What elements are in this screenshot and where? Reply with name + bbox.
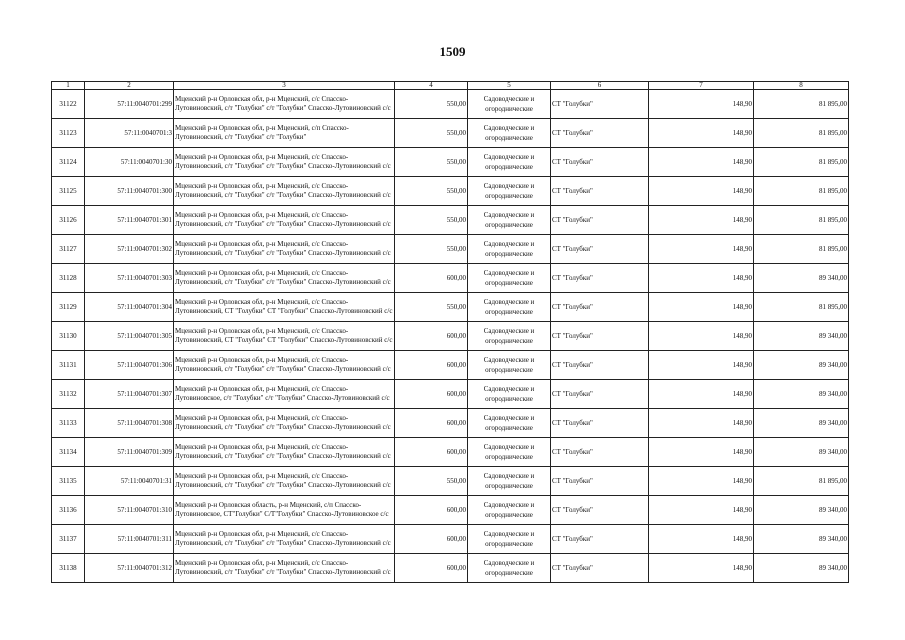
cadastral-value-cell: 89 340,00 [754, 322, 849, 351]
address-cell: Мценский р-н Орловская обл, р-н Мценский, с/с Спасско-Лутовиновский, с/т "Голубки" с/т "Голубки" Спасско-Лутовиновский с/с [174, 467, 395, 496]
cadastral-value-cell: 81 895,00 [754, 206, 849, 235]
address-cell: Мценский р-н Орловская обл, р-н Мценский, с/с Спасско-Лутовиновский, с/т "Голубки" с/т "Голубки" Спасско-Лутовиновский с/с [174, 525, 395, 554]
area-cell: 550,00 [395, 235, 468, 264]
land-use-cell: Садоводческие и огороднические [468, 525, 551, 554]
rate-cell: 148,90 [649, 177, 754, 206]
table-row [52, 438, 849, 467]
address-cell: Мценский р-н Орловская обл, р-н Мценский, с/с Спасско-Лутовиновский, с/т "Голубки" с/т "Голубки" Спасско-Лутовиновский с/с [174, 409, 395, 438]
owner-cell: СТ "Голубки" [551, 177, 649, 206]
area-cell: 600,00 [395, 438, 468, 467]
land-use-cell: Садоводческие и огороднические [468, 206, 551, 235]
owner-cell: СТ "Голубки" [551, 119, 649, 148]
page-number: 1509 [439, 44, 466, 59]
address-cell: Мценский р-н Орловская обл, р-н Мценский, с/с Спасско-Лутовиновское, с/т "Голубки" с/т "Голубки" Спасско-Лутовиновский с/с [174, 380, 395, 409]
cadastral-number-cell: 57:11:0040701:30 [85, 148, 174, 177]
cadastral-value-cell: 81 895,00 [754, 177, 849, 206]
table-body [52, 82, 849, 583]
table-row [52, 206, 849, 235]
cadastral-number-cell: 57:11:0040701:311 [85, 525, 174, 554]
column-number-row [52, 82, 849, 90]
address-cell: Мценский р-н Орловская обл, р-н Мценский, с/с Спасско-Лутовиновский, с/т "Голубки" с/т "Голубки" Спасско-Лутовиновский с/с [174, 235, 395, 264]
cadastral-number-cell: 57:11:0040701:309 [85, 438, 174, 467]
cadastral-number-cell: 57:11:0040701:306 [85, 351, 174, 380]
row-number-cell: 31125 [52, 177, 85, 206]
land-registry-table [51, 81, 849, 583]
land-use-cell: Садоводческие и огороднические [468, 264, 551, 293]
owner-cell: СТ "Голубки" [551, 351, 649, 380]
owner-cell: СТ "Голубки" [551, 554, 649, 583]
owner-cell: СТ "Голубки" [551, 90, 649, 119]
table-row [52, 293, 849, 322]
table-row [52, 148, 849, 177]
cadastral-number-cell: 57:11:0040701:303 [85, 264, 174, 293]
row-number-cell: 31135 [52, 467, 85, 496]
address-cell: Мценский р-н Орловская обл, р-н Мценский, с/с Спасско-Лутовиновский, с/т "Голубки" с/т "Голубки" Спасско-Лутовиновский с/с [174, 177, 395, 206]
column-header: 2 [85, 82, 174, 90]
table-row [52, 467, 849, 496]
rate-cell: 148,90 [649, 409, 754, 438]
cadastral-value-cell: 89 340,00 [754, 409, 849, 438]
area-cell: 600,00 [395, 351, 468, 380]
land-use-cell: Садоводческие и огороднические [468, 496, 551, 525]
rate-cell: 148,90 [649, 351, 754, 380]
owner-cell: СТ "Голубки" [551, 409, 649, 438]
land-use-cell: Садоводческие и огороднические [468, 148, 551, 177]
address-cell: Мценский р-н Орловская обл, р-н Мценский, с/с Спасско-Лутовиновский, с/т "Голубки" с/т "Голубки" Спасско-Лутовиновский с/с [174, 351, 395, 380]
rate-cell: 148,90 [649, 322, 754, 351]
address-cell: Мценский р-н Орловская обл, р-н Мценский, с/с Спасско-Лутовиновский, с/т "Голубки" с/т "Голубки" Спасско-Лутовиновский с/с [174, 148, 395, 177]
table-row [52, 351, 849, 380]
table-row [52, 90, 849, 119]
area-cell: 600,00 [395, 264, 468, 293]
land-use-cell: Садоводческие и огороднические [468, 322, 551, 351]
cadastral-number-cell: 57:11:0040701:3 [85, 119, 174, 148]
land-use-cell: Садоводческие и огороднические [468, 235, 551, 264]
area-cell: 600,00 [395, 496, 468, 525]
cadastral-value-cell: 89 340,00 [754, 380, 849, 409]
table-row [52, 525, 849, 554]
column-header: 1 [52, 82, 85, 90]
rate-cell: 148,90 [649, 235, 754, 264]
cadastral-number-cell: 57:11:0040701:301 [85, 206, 174, 235]
cadastral-value-cell: 81 895,00 [754, 293, 849, 322]
area-cell: 550,00 [395, 148, 468, 177]
column-header: 4 [395, 82, 468, 90]
table-row [52, 177, 849, 206]
column-header: 8 [754, 82, 849, 90]
area-cell: 550,00 [395, 293, 468, 322]
land-use-cell: Садоводческие и огороднические [468, 554, 551, 583]
table-row [52, 409, 849, 438]
row-number-cell: 31138 [52, 554, 85, 583]
cadastral-value-cell: 81 895,00 [754, 467, 849, 496]
owner-cell: СТ "Голубки" [551, 235, 649, 264]
rate-cell: 148,90 [649, 380, 754, 409]
address-cell: Мценский р-н Орловская обл, р-н Мценский, с/п Спасско-Лутовиновский, с/т "Голубки" с/т "Голубки" [174, 119, 395, 148]
cadastral-value-cell: 89 340,00 [754, 264, 849, 293]
cadastral-number-cell: 57:11:0040701:307 [85, 380, 174, 409]
rate-cell: 148,90 [649, 525, 754, 554]
cadastral-value-cell: 81 895,00 [754, 119, 849, 148]
land-use-cell: Садоводческие и огороднические [468, 177, 551, 206]
row-number-cell: 31127 [52, 235, 85, 264]
area-cell: 550,00 [395, 177, 468, 206]
area-cell: 550,00 [395, 119, 468, 148]
table-row [52, 119, 849, 148]
column-header: 7 [649, 82, 754, 90]
address-cell: Мценский р-н Орловская обл, р-н Мценский, с/с Спасско-Лутовиновский, с/т "Голубки" с/т "Голубки" Спасско-Лутовиновский с/с [174, 90, 395, 119]
table-row [52, 264, 849, 293]
rate-cell: 148,90 [649, 438, 754, 467]
rate-cell: 148,90 [649, 496, 754, 525]
cadastral-value-cell: 89 340,00 [754, 554, 849, 583]
owner-cell: СТ "Голубки" [551, 322, 649, 351]
row-number-cell: 31136 [52, 496, 85, 525]
land-use-cell: Садоводческие и огороднические [468, 380, 551, 409]
owner-cell: СТ "Голубки" [551, 380, 649, 409]
address-cell: Мценский р-н Орловская обл, р-н Мценский, с/с Спасско-Лутовиновский, с/т "Голубки" с/т "Голубки" Спасско-Лутовиновский с/с [174, 554, 395, 583]
column-header: 3 [174, 82, 395, 90]
area-cell: 550,00 [395, 467, 468, 496]
cadastral-value-cell: 81 895,00 [754, 148, 849, 177]
area-cell: 600,00 [395, 409, 468, 438]
table-row [52, 235, 849, 264]
cadastral-number-cell: 57:11:0040701:308 [85, 409, 174, 438]
rate-cell: 148,90 [649, 467, 754, 496]
owner-cell: СТ "Голубки" [551, 206, 649, 235]
land-use-cell: Садоводческие и огороднические [468, 293, 551, 322]
row-number-cell: 31137 [52, 525, 85, 554]
address-cell: Мценский р-н Орловская обл, р-н Мценский, с/с Спасско-Лутовиновский, с/т "Голубки" с/т "Голубки" Спасско-Лутовиновский с/с [174, 438, 395, 467]
cadastral-number-cell: 57:11:0040701:302 [85, 235, 174, 264]
cadastral-number-cell: 57:11:0040701:300 [85, 177, 174, 206]
table-row [52, 322, 849, 351]
row-number-cell: 31129 [52, 293, 85, 322]
row-number-cell: 31123 [52, 119, 85, 148]
row-number-cell: 31131 [52, 351, 85, 380]
land-use-cell: Садоводческие и огороднические [468, 467, 551, 496]
rate-cell: 148,90 [649, 293, 754, 322]
land-use-cell: Садоводческие и огороднические [468, 119, 551, 148]
area-cell: 550,00 [395, 90, 468, 119]
cadastral-number-cell: 57:11:0040701:312 [85, 554, 174, 583]
rate-cell: 148,90 [649, 264, 754, 293]
owner-cell: СТ "Голубки" [551, 293, 649, 322]
owner-cell: СТ "Голубки" [551, 438, 649, 467]
cadastral-value-cell: 89 340,00 [754, 525, 849, 554]
rate-cell: 148,90 [649, 119, 754, 148]
row-number-cell: 31134 [52, 438, 85, 467]
cadastral-value-cell: 81 895,00 [754, 235, 849, 264]
rate-cell: 148,90 [649, 148, 754, 177]
table-row [52, 554, 849, 583]
row-number-cell: 31124 [52, 148, 85, 177]
land-use-cell: Садоводческие и огороднические [468, 90, 551, 119]
rate-cell: 148,90 [649, 554, 754, 583]
land-use-cell: Садоводческие и огороднические [468, 409, 551, 438]
row-number-cell: 31133 [52, 409, 85, 438]
cadastral-number-cell: 57:11:0040701:31 [85, 467, 174, 496]
land-use-cell: Садоводческие и огороднические [468, 351, 551, 380]
area-cell: 600,00 [395, 525, 468, 554]
area-cell: 600,00 [395, 380, 468, 409]
table-row [52, 380, 849, 409]
cadastral-number-cell: 57:11:0040701:299 [85, 90, 174, 119]
owner-cell: СТ "Голубки" [551, 525, 649, 554]
row-number-cell: 31130 [52, 322, 85, 351]
row-number-cell: 31122 [52, 90, 85, 119]
address-cell: Мценский р-н Орловская обл, р-н Мценский, с/с Спасско-Лутовиновский, СТ "Голубки" СТ "Голубки" Спасско-Лутовиновский с/с [174, 293, 395, 322]
row-number-cell: 31132 [52, 380, 85, 409]
cadastral-value-cell: 89 340,00 [754, 496, 849, 525]
table-row [52, 496, 849, 525]
area-cell: 550,00 [395, 206, 468, 235]
land-use-cell: Садоводческие и огороднические [468, 438, 551, 467]
owner-cell: СТ "Голубки" [551, 264, 649, 293]
address-cell: Мценский р-н Орловская обл, р-н Мценский, с/с Спасско-Лутовиновский, с/т "Голубки" с/т "Голубки" Спасско-Лутовиновский с/с [174, 264, 395, 293]
cadastral-number-cell: 57:11:0040701:305 [85, 322, 174, 351]
owner-cell: СТ "Голубки" [551, 467, 649, 496]
address-cell: Мценский р-н Орловская обл, р-н Мценский, с/с Спасско-Лутовиновский, с/т "Голубки" с/т "Голубки" Спасско-Лутовиновский с/с [174, 206, 395, 235]
row-number-cell: 31126 [52, 206, 85, 235]
cadastral-value-cell: 89 340,00 [754, 438, 849, 467]
cadastral-value-cell: 89 340,00 [754, 351, 849, 380]
address-cell: Мценский р-н Орловская обл, р-н Мценский, с/с Спасско-Лутовиновский, СТ "Голубки" СТ "Голубки" Спасско-Лутовиновский с/с [174, 322, 395, 351]
owner-cell: СТ "Голубки" [551, 496, 649, 525]
area-cell: 600,00 [395, 554, 468, 583]
rate-cell: 148,90 [649, 90, 754, 119]
rate-cell: 148,90 [649, 206, 754, 235]
owner-cell: СТ "Голубки" [551, 148, 649, 177]
column-header: 5 [468, 82, 551, 90]
address-cell: Мценский р-н Орловская область, р-н Мценский, с/п Спасско-Лутовиновское, СТ"Голубки" С/Т"Голубки" Спасско-Лутовиновское с/с [174, 496, 395, 525]
cadastral-number-cell: 57:11:0040701:304 [85, 293, 174, 322]
column-header: 6 [551, 82, 649, 90]
cadastral-number-cell: 57:11:0040701:310 [85, 496, 174, 525]
area-cell: 600,00 [395, 322, 468, 351]
row-number-cell: 31128 [52, 264, 85, 293]
cadastral-value-cell: 81 895,00 [754, 90, 849, 119]
